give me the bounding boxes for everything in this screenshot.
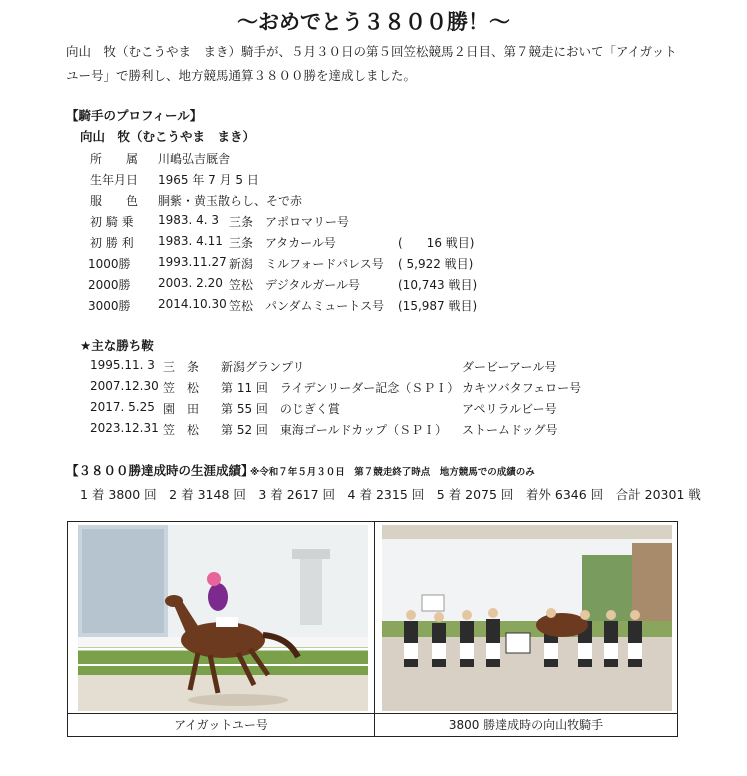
win-race: 第 11 回 ライデンリーダー記念（ＳＰＩ）: [221, 381, 460, 395]
profile-value: 1965 年 7 月 5 日: [158, 173, 259, 187]
milestone-label: 2000勝: [88, 278, 131, 292]
win-venue: 笠 松: [163, 423, 200, 437]
milestone-horse: アポロマリー号: [265, 215, 350, 229]
milestone-venue: 三条: [229, 236, 254, 250]
milestone-label: 3000勝: [88, 299, 131, 313]
win-horse: ダービーアール号: [462, 360, 557, 374]
milestone-venue: 笠松: [229, 278, 254, 292]
intro-paragraph: 向山 牧（むこうやま まき）騎手が、５月３０日の第５回笠松競馬２日目、第７競走において「アイガットユー号」で勝利し、地方競馬通算３８００勝を達成しました。: [66, 44, 677, 83]
jockey-name: 向山 牧（むこうやま まき）: [80, 129, 256, 144]
milestone-venue: 新潟: [229, 257, 254, 271]
milestone-label: 初 騎 乗: [90, 215, 134, 229]
milestone-race: ( 5,922 戦目): [398, 257, 474, 271]
ceremony-photo-image: [382, 525, 672, 711]
win-horse: ストームドッグ号: [462, 423, 558, 437]
milestone-date: 1993.11.27: [158, 255, 227, 269]
profile-value: 胴紫・黄玉散らし、そで赤: [158, 194, 303, 208]
win-date: 1995.11. 3: [90, 358, 155, 372]
profile-label: 生年月日: [90, 173, 139, 187]
win-race: 新潟グランプリ: [221, 360, 305, 374]
career-stats: 1 着 3800 回 2 着 3148 回 3 着 2617 回 4 着 2315 回 5 着 2075 回 着外 6346 回 合計 20301 戦: [80, 487, 701, 502]
milestone-horse: パンダムミュートス号: [265, 299, 385, 313]
profile-label: 服 色: [90, 194, 139, 208]
race-photo: [78, 525, 368, 711]
photo-table: [67, 521, 678, 737]
milestone-venue: 笠松: [229, 299, 254, 313]
win-race: 第 52 回 東海ゴールドカップ（ＳＰＩ）: [221, 423, 448, 437]
milestone-horse: ミルフォードパレス号: [265, 257, 384, 271]
milestone-label: 初 勝 利: [90, 236, 134, 250]
milestone-race: ( 16 戦目): [398, 236, 475, 250]
profile-heading: 【騎手のプロフィール】: [66, 108, 203, 123]
career-heading: 【３８００勝達成時の生涯成績】: [66, 463, 254, 478]
win-venue: 三 条: [163, 360, 200, 374]
wins-heading: ★主な勝ち鞍: [80, 338, 154, 353]
milestone-date: 1983. 4. 3: [158, 213, 220, 227]
win-venue: 園 田: [163, 402, 200, 416]
milestone-date: 2014.10.30: [158, 297, 227, 311]
win-date: 2017. 5.25: [90, 400, 155, 414]
profile-label: 所 属: [90, 152, 139, 166]
photo-caption: 3800 勝達成時の向山牧騎手: [448, 718, 604, 732]
photo-caption: アイガットユー号: [174, 718, 268, 732]
win-race: 第 55 回 のじぎく賞: [221, 402, 340, 416]
milestone-horse: デジタルガール号: [265, 278, 361, 292]
milestone-label: 1000勝: [88, 257, 131, 271]
ceremony-photo: [382, 525, 672, 711]
win-date: 2023.12.31: [90, 421, 159, 435]
win-date: 2007.12.30: [90, 379, 159, 393]
page-title: 〜おめでとう３８００勝！〜: [237, 10, 510, 34]
milestone-date: 1983. 4.11: [158, 234, 223, 248]
milestone-venue: 三条: [229, 215, 254, 229]
career-note: ※令和７年５月３０日 第７競走終了時点 地方競馬での成績のみ: [250, 467, 535, 478]
profile-value: 川嶋弘吉厩舎: [158, 152, 231, 166]
milestone-horse: アタカール号: [265, 236, 336, 250]
milestone-date: 2003. 2.20: [158, 276, 223, 290]
win-venue: 笠 松: [163, 381, 200, 395]
milestone-race: (15,987 戦目): [398, 299, 478, 313]
win-horse: アペリラルビー号: [462, 402, 557, 416]
race-photo-image: [78, 525, 368, 711]
win-horse: カキツバタフェロー号: [462, 381, 582, 395]
milestone-race: (10,743 戦目): [398, 278, 478, 292]
